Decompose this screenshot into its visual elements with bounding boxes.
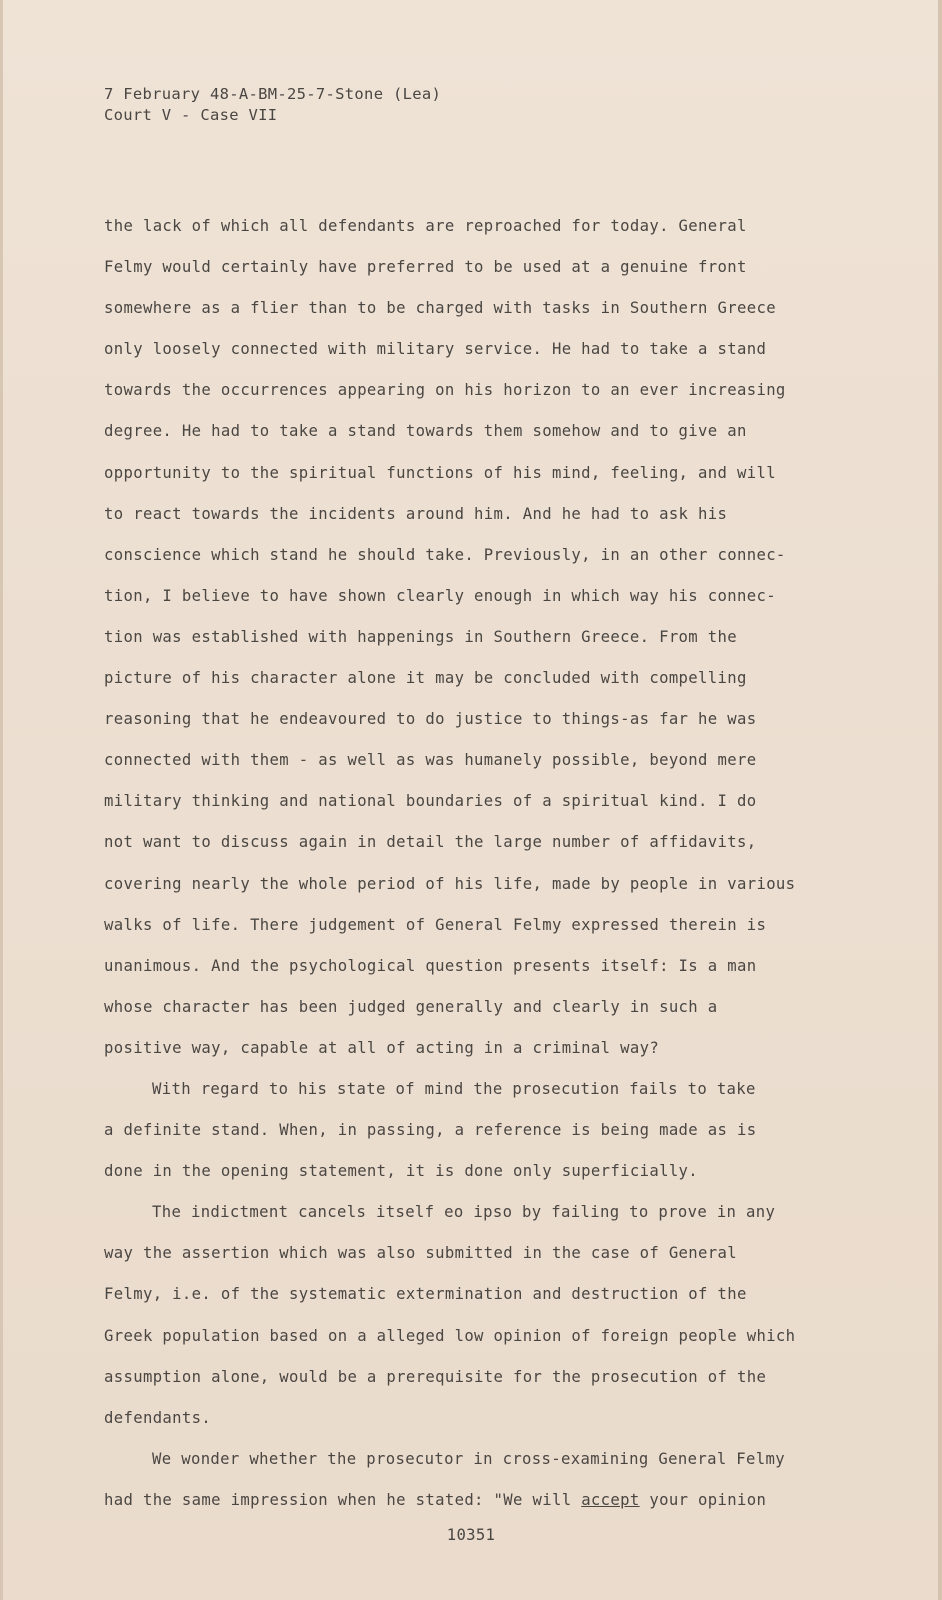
- text-line: tion, I believe to have shown clearly enough in which way his connec-: [104, 586, 776, 605]
- text-line: defendants.: [104, 1408, 212, 1427]
- document-body: [104, 206, 934, 1521]
- text-line: covering nearly the whole period of his life, made by people in various: [104, 874, 796, 893]
- text-line: unanimous. And the psychological question presents itself: Is a man: [104, 956, 757, 975]
- page-number: 10351: [446, 1526, 496, 1544]
- text-line: way the assertion which was also submitted in the case of General: [104, 1244, 737, 1263]
- text-line: opportunity to the spiritual functions of his mind, feeling, and will: [104, 463, 776, 482]
- text-line: not want to discuss again in detail the large number of affidavits,: [104, 833, 757, 852]
- text-line: somewhere as a flier than to be charged with tasks in Southern Greece: [104, 299, 776, 318]
- text-line: picture of his character alone it may be concluded with compelling: [104, 669, 747, 688]
- text-line: reasoning that he endeavoured to do justice to things-as far he was: [104, 710, 757, 729]
- text-line-paragraph-start: The indictment cancels itself eo ipso by failing to prove in any: [152, 1203, 776, 1222]
- page-edge-left: [0, 0, 3, 1600]
- text-line: Felmy would certainly have preferred to be used at a genuine front: [104, 258, 747, 277]
- header-line-court-case: Court V - Case VII: [104, 106, 278, 124]
- last-line-after: your opinion: [639, 1490, 767, 1509]
- text-line-paragraph-start: With regard to his state of mind the prosecution fails to take: [152, 1079, 756, 1098]
- text-line-paragraph-start: We wonder whether the prosecutor in cross-examining General Felmy: [152, 1449, 785, 1468]
- text-line: towards the occurrences appearing on his horizon to an ever increasing: [104, 381, 786, 400]
- text-line-last: [104, 1480, 934, 1521]
- text-line: conscience which stand he should take. Previously, in an other connec-: [104, 545, 786, 564]
- text-line: only loosely connected with military service. He had to take a stand: [104, 340, 767, 359]
- text-line: Felmy, i.e. of the systematic extermination and destruction of the: [104, 1285, 747, 1304]
- text-line: walks of life. There judgement of General Felmy expressed therein is: [104, 915, 767, 934]
- last-line-before: had the same impression when he stated: "We will: [104, 1490, 582, 1509]
- text-line: Greek population based on a alleged low opinion of foreign people which: [104, 1326, 796, 1345]
- text-line: assumption alone, would be a prerequisite for the prosecution of the: [104, 1367, 767, 1386]
- text-line: positive way, capable at all of acting in a criminal way?: [104, 1038, 660, 1057]
- text-line: the lack of which all defendants are reproached for today. General: [104, 217, 747, 235]
- text-line: tion was established with happenings in Southern Greece. From the: [104, 627, 737, 646]
- text-line: degree. He had to take a stand towards them somehow and to give an: [104, 422, 747, 441]
- text-line: whose character has been judged generally and clearly in such a: [104, 997, 718, 1016]
- document-header: [104, 84, 441, 126]
- text-line: a definite stand. When, in passing, a reference is being made as is: [104, 1121, 757, 1140]
- text-line: to react towards the incidents around him. And he had to ask his: [104, 504, 728, 523]
- text-line: done in the opening statement, it is done only superficially.: [104, 1162, 699, 1181]
- text-line: military thinking and national boundaries of a spiritual kind. I do: [104, 792, 757, 811]
- page-edge-right: [938, 0, 942, 1600]
- header-line-date-reference: 7 February 48-A-BM-25-7-Stone (Lea): [104, 85, 442, 103]
- underlined-word: accept: [581, 1490, 640, 1509]
- text-line: connected with them - as well as was humanely possible, beyond mere: [104, 751, 757, 770]
